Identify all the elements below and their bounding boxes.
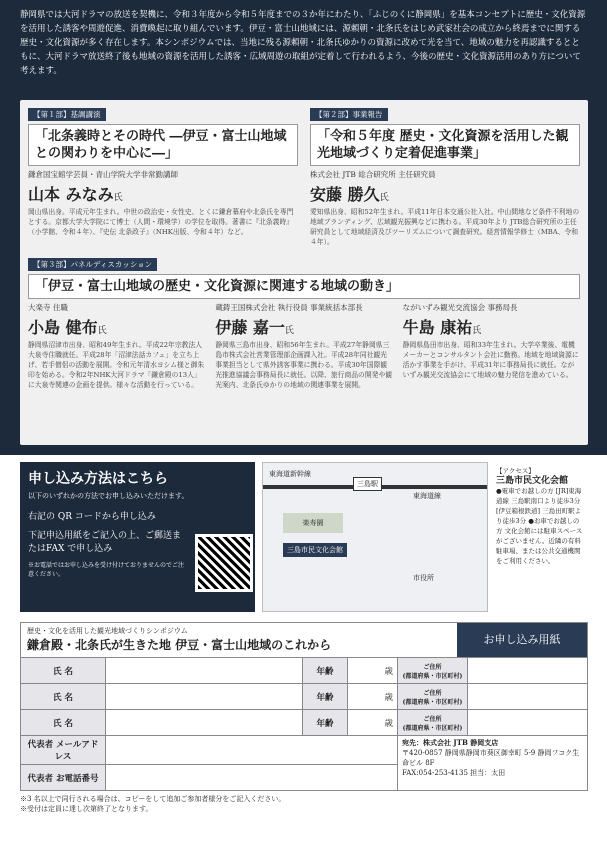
table-row xyxy=(21,684,588,710)
addr-label: ご住所 xyxy=(423,689,442,697)
name-label: 氏 名 xyxy=(21,658,106,684)
intro-text: 静岡県では大河ドラマの放送を契機に、令和３年度から令和５年度までの３か年にわたり、「ふじのくに静岡県」を基本コンセプトに歴史・文化資源を活用した誘客や周遊促進、消費喚起に取り組んでいます。伊豆・富士山地域には、源頼朝・北条氏をはじめ武家社会の成立から終焉までに関する歴史・文化資源が多く存在します。本シンポジウムでは、当地に残る源頼朝・北条氏ゆかりの資源に改めて光を当て、地域の魅力を再認識するとともに、大河ドラマ放送終了後も地域の資源を活用した誘客・広域周遊の取組が定着して行われるよう、今後の歴史・文化資源活用のあり方について考えます。 xyxy=(20,10,586,76)
dest-fax: FAX:054-253-4135 担当：太田 xyxy=(402,769,506,777)
park-label: 楽寿園 xyxy=(283,513,343,533)
email-label: 代表者 メールアドレス xyxy=(21,736,106,765)
panelist-bio: 静岡県島田市出身、昭和33年生まれ。大学卒業後、電機メーカーとコンサルタント会社に勤務。地域を地域資源に活かす事業を手がけ、平成31年に事務局長に就任。ながいずみ観光交流協会にて地域の魅力発信を進めている。 xyxy=(402,341,579,379)
addr-field[interactable] xyxy=(468,710,588,736)
tel-label: 代表者 お電話番号 xyxy=(21,765,106,791)
part3 xyxy=(28,258,580,390)
method-1: 右記の QR コードから申し込み xyxy=(28,512,156,522)
addr-field[interactable] xyxy=(468,684,588,710)
name-label: 氏 名 xyxy=(21,684,106,710)
panelist-bio: 静岡県沼津市出身、昭和49年生まれ。平成22年宗教法人大泉寺住職就任。平成28年「沼津法話カフェ」を立ち上げ、若手僧侶の活動を展開。令和元年清水ヨシム様と御朱印を始める。令和2年NHK大河ドラマ「鎌倉殿の13人」に大泉寺関連の企画を提供。様々な活動を行っている。 xyxy=(28,341,205,389)
addr-hint: (都道府県・市区町村) xyxy=(402,724,463,732)
form-badge: お申し込み用紙 xyxy=(457,623,587,657)
shinkansen-label: 東海道新幹線 xyxy=(269,470,311,478)
apply-note: ※お電話ではお申し込みを受け付けておりませんのでご注意ください。 xyxy=(28,562,185,578)
part2-aff: 株式会社 JTB 総合研究所 主任研究員 xyxy=(310,170,436,179)
name-field[interactable] xyxy=(106,710,303,736)
age-field[interactable]: 歳 xyxy=(348,658,398,684)
part1-name: 山本 みなみ xyxy=(28,185,114,204)
part2-tag: 【第２部】事業報告 xyxy=(310,108,388,121)
panelist-aff: 大楽寺 住職 xyxy=(28,303,68,312)
addr-hint: (都道府県・市区町村) xyxy=(402,698,463,706)
hon: 氏 xyxy=(97,326,107,336)
access-map xyxy=(262,462,488,612)
footnote: ※受付は定員に達し次第終了となります。 xyxy=(20,805,153,813)
apply-sub: 以下のいずれかの方法でお申し込みいただけます。 xyxy=(28,492,189,500)
name-field[interactable] xyxy=(106,684,303,710)
panelist-name: 牛島 康祐 xyxy=(402,318,473,337)
form-event: 歴史・文化を活用した観光地域づくりシンポジウム xyxy=(27,627,188,635)
apply-box xyxy=(20,462,255,612)
application-form xyxy=(20,622,588,814)
part2 xyxy=(310,108,580,247)
program-panel xyxy=(20,100,588,445)
hon: 氏 xyxy=(284,326,294,336)
form-title: 鎌倉殿・北条氏が生きた地 伊豆・富士山地域のこれから xyxy=(27,638,332,652)
hon: 氏 xyxy=(379,193,389,203)
qr-code[interactable] xyxy=(195,534,253,592)
dest: 宛先：株式会社 JTB 静岡支店 xyxy=(402,738,499,747)
dest-addr: 〒420-0857 静岡県静岡市葵区御幸町 5-9 静岡フコク生命ビル 8F xyxy=(402,749,580,767)
part1-bio: 岡山県出身。平成元年生まれ。中世の政治史・女性史、とくに鎌倉幕府や北条氏を専門とする。京都大学大学院にて博士（人間・環境学）の学位を取得。著書に『北条義時』（小学館、令和４年）、『史伝 北条政子』（NHK出版、令和４年）など。 xyxy=(28,208,294,236)
access-text: ●電車でお越しの方 [JR]東海道線 三島駅南口より徒歩3分 [伊豆箱根鉄道] 三島田町駅より徒歩3分 ●お車でお越しの方 文化会館には駐車スペースがございません。近隣の有料駐車場、または公共交通機関をご利用ください。 xyxy=(496,487,583,565)
part2-bio: 愛知県出身、昭和52年生まれ。平成11年日本交通公社入社。中山間地など条件不利地の地域ブランディング、広域観光振興などに携わる。平成30年より JTB総合研究所の主任研究員として地域経済及びツーリズムについて調査研究。経営情報学修士（MBA、令和４年）。 xyxy=(310,208,580,246)
footnote: ※3 名以上で同行される場合は、コピーをして追加ご参加者様分をご記入ください。 xyxy=(20,795,286,803)
hon: 氏 xyxy=(472,326,482,336)
part3-tag: 【第３部】パネルディスカッション xyxy=(28,258,157,271)
hon: 氏 xyxy=(113,193,123,203)
panelist-aff: ながいずみ観光交流協会 事務局長 xyxy=(402,303,518,312)
age-label: 年齢 xyxy=(303,684,348,710)
age-field[interactable]: 歳 xyxy=(348,710,398,736)
apply-title: 申し込み方法はこちら xyxy=(28,471,168,487)
station-label: 三島駅 xyxy=(353,477,382,491)
age-label: 年齢 xyxy=(303,658,348,684)
method-2: 下記申込用紙をご記入の上、ご郵送またはFAX で申し込み xyxy=(28,531,182,554)
access-info xyxy=(492,462,588,612)
name-label: 氏 名 xyxy=(21,710,106,736)
panelist-bio: 静岡県三島市出身、昭和56年生まれ。平成27年静岡県三島市株式会社営業管理部企画課入社。平成28年同社観光事業担当として県外誘客事業に携わる。平成30年国際観光推進協議会事務局長に就任。以降、旅行商品の開発や観光案内、北条氏ゆかりの地域の関連事業を展開。 xyxy=(215,341,393,389)
panelist xyxy=(215,303,392,390)
age-label: 年齢 xyxy=(303,710,348,736)
hall-label: 三島市民文化会館 xyxy=(283,543,347,557)
venue-name: 三島市民文化会館 xyxy=(496,476,569,486)
tokaido-label: 東海道線 xyxy=(413,492,441,500)
part1 xyxy=(28,108,298,237)
addr-hint: (都道府県・市区町村) xyxy=(402,672,463,680)
panelist-aff: 蔵鋳王国株式会社 執行役員 事業統括本部長 xyxy=(215,303,363,312)
part2-name: 安藤 勝久 xyxy=(310,185,380,204)
part1-title: 「北条義時とその時代 ―伊豆・富士山地域との関わりを中心に―」 xyxy=(28,124,298,166)
age-field[interactable]: 歳 xyxy=(348,684,398,710)
email-field[interactable] xyxy=(106,736,398,765)
table-row xyxy=(21,658,588,684)
panelist-name: 小島 健布 xyxy=(28,318,98,337)
addr-label: ご住所 xyxy=(423,715,442,723)
access-head: 【アクセス】 xyxy=(496,467,535,475)
addr-field[interactable] xyxy=(468,658,588,684)
panelist-name: 伊藤 嘉一 xyxy=(215,318,285,337)
apply-section xyxy=(20,462,588,612)
part1-tag: 【第１部】基調講演 xyxy=(28,108,106,121)
addr-label: ご住所 xyxy=(423,663,442,671)
cityhall-label: 市役所 xyxy=(413,574,434,582)
table-row xyxy=(21,736,588,765)
part3-title: 「伊豆・富士山地域の歴史・文化資源に関連する地域の動き」 xyxy=(28,274,580,299)
table-row xyxy=(21,710,588,736)
panelist xyxy=(28,303,205,390)
name-field[interactable] xyxy=(106,658,303,684)
part2-title: 「令和５年度 歴史・文化資源を活用した観光地域づくり定着促進事業」 xyxy=(310,124,580,166)
panelist xyxy=(403,303,580,390)
part1-aff: 鎌倉国宝館学芸員・青山学院大学非常勤講師 xyxy=(28,170,178,179)
tel-field[interactable] xyxy=(106,765,398,791)
